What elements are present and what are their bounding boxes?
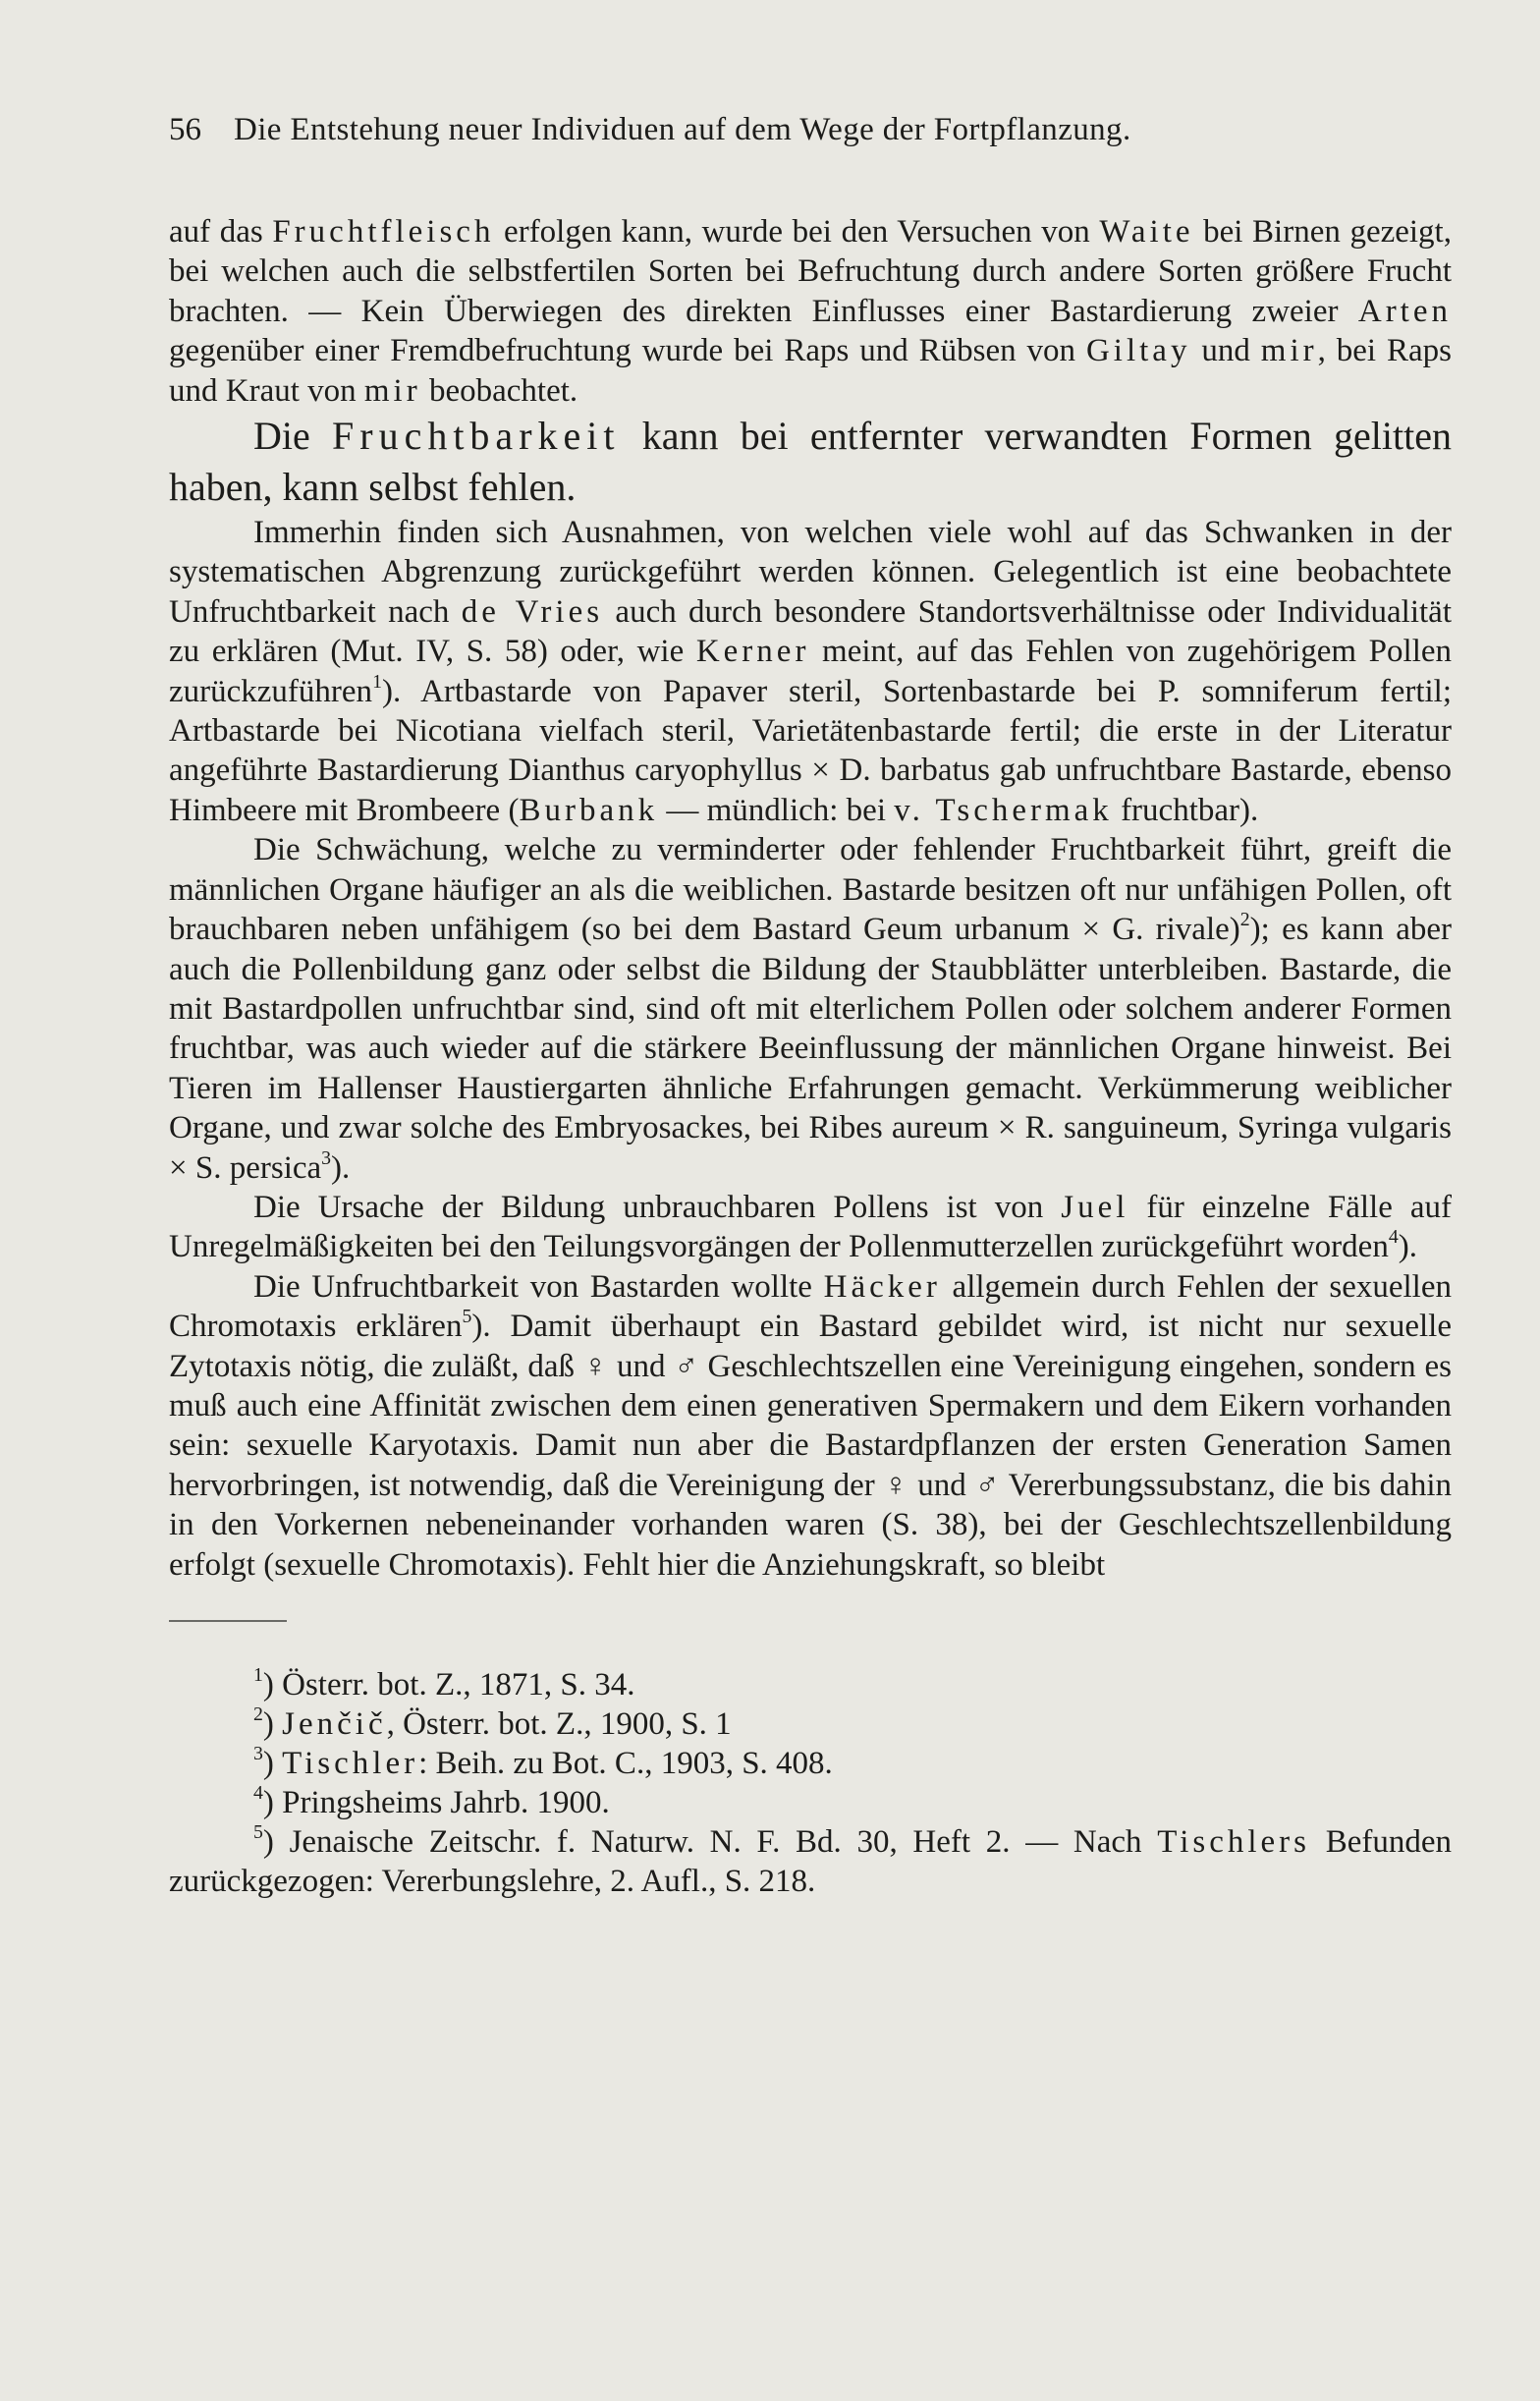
author-name: mir xyxy=(363,372,421,409)
emphasis-spaced: Fruchtfleisch xyxy=(272,214,495,250)
text-run: meint, auf das Fehlen von zugehörigem Pollen zurückzuführen xyxy=(169,634,1453,709)
footnote-mark: 2 xyxy=(253,1703,263,1726)
text-run: Die xyxy=(253,414,332,459)
text-run: allgemein durch Fehlen der sexuellen Chromotaxis erklären xyxy=(169,1268,1453,1345)
emphasis-spaced: Arten xyxy=(1357,293,1452,329)
author-name: Burbank xyxy=(519,792,659,828)
author-name: v. Tschermak xyxy=(894,792,1113,828)
footnote-text: ) Pringsheims Jahrb. 1900. xyxy=(262,1785,610,1820)
footnote-ref: 3 xyxy=(321,1146,332,1169)
footnote-ref: 4 xyxy=(1388,1226,1399,1249)
author-name: Häcker xyxy=(823,1268,941,1305)
footnote-ref: 1 xyxy=(372,670,382,693)
text-run: auf das xyxy=(169,214,273,250)
footnote-2 xyxy=(169,1704,1452,1744)
text-run: bei Birnen gezeigt, bei welchen auch die selbstfertilen Sorten bei Befruchtung durch andere Sorten größere Frucht brachten. — Kein Überwiegen des direkten Einflusses einer Bastardierung zweier xyxy=(169,214,1452,329)
text-run: beobachtet. xyxy=(420,372,578,409)
text-run: für einzelne Fälle auf Unregelmäßigkeiten bei den Teilungsvorgängen der Pollenmutterzellen zurückgeführt worden xyxy=(169,1189,1452,1265)
page-number: 56 xyxy=(169,112,201,147)
author-name: Tischler xyxy=(282,1746,419,1781)
text-run: fruchtbar). xyxy=(1112,792,1259,828)
author-name: Jenčič xyxy=(282,1706,387,1742)
footnote-mark: 3 xyxy=(253,1743,263,1765)
paragraph-4 xyxy=(169,1188,1452,1267)
footnote-mark: 4 xyxy=(253,1782,263,1805)
text-run: Die Schwächung, welche zu verminderter oder fehlender Fruchtbarkeit führt, greift die männlichen Organe häufiger an als die weiblichen. Bastarde besitzen oft nur unfähigen Pollen, oft brauchbaren neben unfähigem (so bei dem Bastard Geum urbanum × G. rivale) xyxy=(169,832,1452,948)
footnote-text: ) xyxy=(262,1746,283,1781)
footnote-mark: 1 xyxy=(253,1664,263,1687)
text-run: erfolgen kann, wurde bei den Versuchen von xyxy=(494,214,1100,250)
text-run: ). Artbastarde von Papaver steril, Sortenbastarde bei P. somniferum fertil; Artbastarde bei Nicotiana vielfach steril, Varietätenbastarde fertil; die erste in der Literatur angeführte Bastardierung Dianthus caryophyllus × D. barbatus gab unfruchtbare Bastarde, ebenso Himbeere mit Brombeere ( xyxy=(169,673,1452,828)
text-run: , bei Raps und Kraut von xyxy=(169,333,1452,409)
footnote-1 xyxy=(169,1665,1452,1704)
footnote-text: , Österr. bot. Z., 1900, S. 1 xyxy=(386,1706,732,1742)
author-name: Kerner xyxy=(695,634,810,670)
text-run: Die Unfruchtbarkeit von Bastarden wollte xyxy=(253,1268,824,1305)
main-text xyxy=(169,212,1452,1585)
text-run: Die Ursache der Bildung unbrauchbaren Pollens ist von xyxy=(253,1189,1062,1225)
footnote-mark: 5 xyxy=(253,1821,263,1844)
text-run: Immerhin finden sich Ausnahmen, von welchen viele wohl auf das Schwanken in der systematischen Abgrenzung zurückgeführt werden können. Gelegentlich ist eine beobachtete Unfruchtbarkeit nach xyxy=(169,515,1452,630)
author-name: mir xyxy=(1260,333,1318,369)
author-name: de Vries xyxy=(461,593,604,630)
footnote-4 xyxy=(169,1783,1452,1822)
text-run: ). Damit überhaupt ein Bastard gebildet wird, ist nicht nur sexuelle Zytotaxis nötig, die zuläßt, daß ♀ und ♂ Geschlechtszellen eine Vereinigung eingehen, sondern es muß auch eine Affinität zwischen dem einen generativen Spermakern und dem Eikern vorhanden sein: sexuelle Karyotaxis. Damit nun aber die Bastardpflanzen der ersten Generation Samen hervorbringen, ist notwendig, daß die Vereinigung der ♀ und ♂ Vererbungssubstanz, die bis dahin in den Vorkernen nebeneinander vorhanden waren (S. 38), bei der Geschlechtszellenbildung erfolgt (sexuelle Chromotaxis). Fehlt hier die Anziehungskraft, so bleibt xyxy=(169,1309,1453,1583)
footnote-3 xyxy=(169,1744,1452,1783)
text-run: kann bei entfernter verwandten Formen gelitten haben, kann selbst fehlen. xyxy=(169,414,1452,510)
footnotes xyxy=(169,1665,1452,1901)
footnote-text: ) Österr. bot. Z., 1871, S. 34. xyxy=(262,1667,635,1703)
footnote-text: : Beih. zu Bot. C., 1903, S. 408. xyxy=(418,1746,833,1781)
author-name: Giltay xyxy=(1085,333,1191,369)
paragraph-5 xyxy=(169,1267,1452,1585)
running-title: Die Entstehung neuer Individuen auf dem Wege der Fortpflanzung. xyxy=(234,112,1131,147)
text-run: ). xyxy=(331,1149,351,1186)
text-run: gegenüber einer Fremdbefruchtung wurde bei Raps und Rübsen von xyxy=(169,333,1086,369)
author-name: Juel xyxy=(1061,1189,1129,1225)
paragraph-2 xyxy=(169,513,1452,830)
text-run: ); es kann aber auch die Pollenbildung ganz oder selbst die Bildung der Staubblätter unterbleiben. Bastarde, die mit Bastardpollen unfruchtbar sind, sind oft mit elterlichem Pollen oder solchem anderer Formen fruchtbar, was auch wieder auf die stärkere Beeinflussung der männlichen Organe hinweist. Bei Tieren im Hallenser Haustiergarten ähnliche Erfahrungen gemacht. Verkümmerung weiblicher Organe, und zwar solche des Embryosackes, bei Ribes aureum × R. sanguineum, Syringa vulgaris × S. persica xyxy=(169,912,1452,1186)
footnote-5 xyxy=(169,1822,1452,1901)
footnote-text: Befunden zurückgezogen: Vererbungslehre, 2. Aufl., S. 218. xyxy=(169,1824,1452,1899)
text-run: ). xyxy=(1398,1229,1417,1265)
emphasis-spaced: Fruchtbarkeit xyxy=(332,414,621,459)
section-heading xyxy=(169,411,1452,513)
running-header xyxy=(169,108,1452,151)
text-run: auch durch besondere Standortsverhältnisse oder Individualität zu erklären (Mut. IV, S. 58) oder, wie xyxy=(169,593,1452,670)
paragraph-3 xyxy=(169,830,1452,1188)
paragraph-1 xyxy=(169,212,1452,411)
text-run: — mündlich: bei xyxy=(658,792,895,828)
footnote-ref: 5 xyxy=(462,1306,472,1328)
footnote-ref: 2 xyxy=(1239,909,1250,931)
text-run: und xyxy=(1190,333,1261,369)
author-name: Waite xyxy=(1099,214,1194,250)
footnote-text: ) Jenaische Zeitschr. f. Naturw. N. F. Bd. 30, Heft 2. — Nach xyxy=(262,1824,1158,1860)
footnote-text: ) xyxy=(262,1706,283,1742)
footnote-divider xyxy=(169,1620,287,1622)
author-name: Tischlers xyxy=(1157,1824,1311,1860)
